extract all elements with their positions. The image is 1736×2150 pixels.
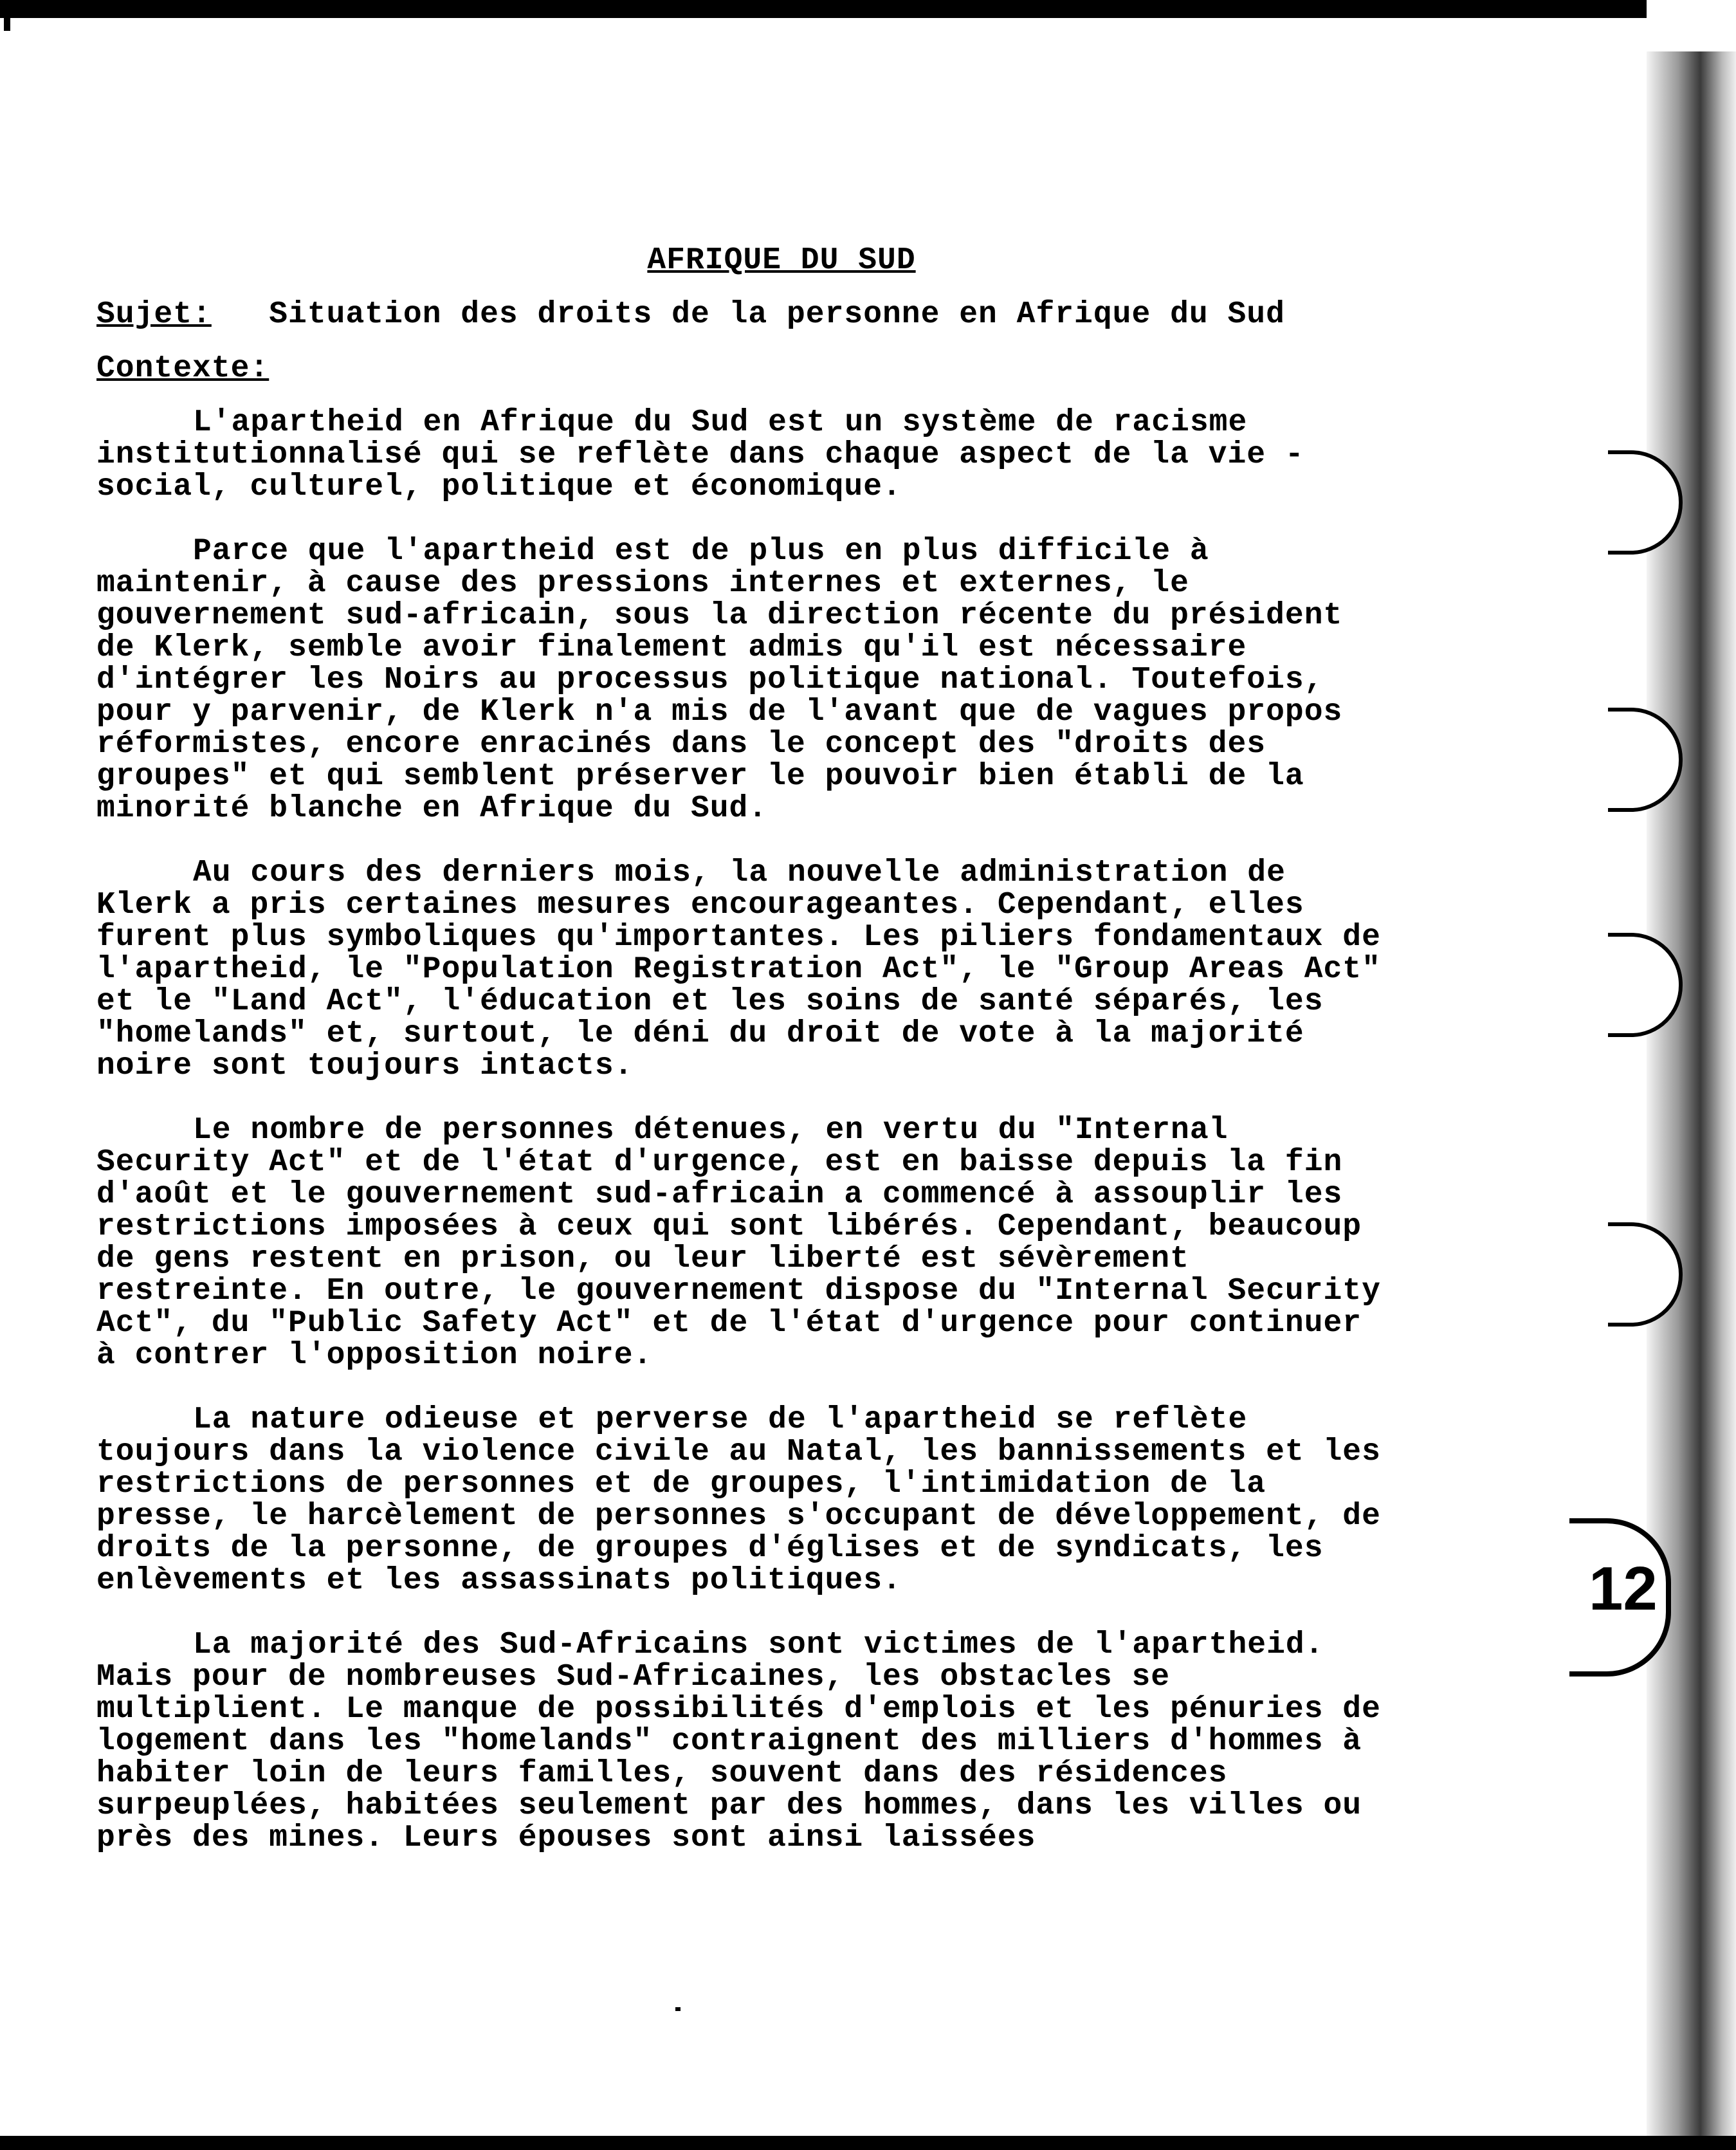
paragraph-5: La nature odieuse et perverse de l'apartheid se reflète toujours dans la violence civile au Natal, les bannissements et les restrictions de personnes et de groupes, l'intimidation de la presse, le harcèlement de personnes s'occupant de développement, de droits de la personne, de groupes d'églises et de syndicats, les enlèvements et les assassinats politiques.: [96, 1402, 1381, 1598]
paragraph-6: La majorité des Sud-Africains sont victimes de l'apartheid. Mais pour de nombreuses Sud-Africaines, les obstacles se multiplient. Le manque de possibilités d'emplois et les pénuries de logement dans les "homelands" contraignent des milliers d'hommes à habiter loin de leurs familles, souvent dans des résidences surpeuplées, habitées seulement par des hommes, dans les villes ou près des mines. Leurs épouses sont ainsi laissées: [96, 1628, 1381, 1855]
paragraph-3: Au cours des derniers mois, la nouvelle administration de Klerk a pris certaines mesures encourageantes. Cependant, elles furent plus symboliques qu'importantes. Les piliers fondamentaux de l'apartheid, le "Population Registration Act", le "Group Areas Act" et le "Land Act", l'éducation et les soins de santé séparés, les "homelands" et, surtout, le déni du droit de vote à la majorité noire sont toujours intacts.: [96, 856, 1381, 1083]
document-title: AFRIQUE DU SUD: [647, 243, 916, 278]
paragraph-2: Parce que l'apartheid est de plus en plus difficile à maintenir, à cause des pressions internes et externes, le gouvernement sud-africain, sous la direction récente du président de Klerk, semble avoir finalement admis qu'il est nécessaire d'intégrer les Noirs au processus politique national. Toutefois, pour y parvenir, de Klerk n'a mis de l'avant que de vagues propos réformistes, encore enracinés dans le concept des "droits des groupes" et qui semblent préserver le pouvoir bien établi de la minorité blanche en Afrique du Sud.: [96, 534, 1343, 826]
scan-bottom-border: [0, 2136, 1736, 2150]
paragraph-1: L'apartheid en Afrique du Sud est un système de racisme institutionnalisé qui se reflète dans chaque aspect de la vie - social, culturel, politique et économique.: [96, 405, 1304, 504]
subject-label: Sujet:: [96, 297, 212, 332]
document-body: [96, 244, 1389, 1886]
tab-number: 12: [1589, 1554, 1658, 1623]
paragraph-4: Le nombre de personnes détenues, en vertu du "Internal Security Act" et de l'état d'urgence, est en baisse depuis la fin d'août et le gouvernement sud-africain a commencé à assouplir les restrictions imposées à ceux qui sont libérés. Cependant, beaucoup de gens restent en prison, ou leur liberté est sévèrement restreinte. En outre, le gouvernement dispose du "Internal Security Act", du "Public Safety Act" et de l'état d'urgence pour continuer à contrer l'opposition noire.: [96, 1113, 1381, 1373]
divider-tab-strip: [1647, 51, 1736, 2136]
subject-line: [96, 299, 1389, 331]
scan-speck: [675, 2007, 681, 2011]
scan-corner-mark: [4, 5, 10, 31]
context-heading: Contexte:: [96, 351, 270, 386]
subject-text: Situation des droits de la personne en Afrique du Sud: [269, 297, 1285, 332]
scan-top-border: [0, 0, 1647, 18]
